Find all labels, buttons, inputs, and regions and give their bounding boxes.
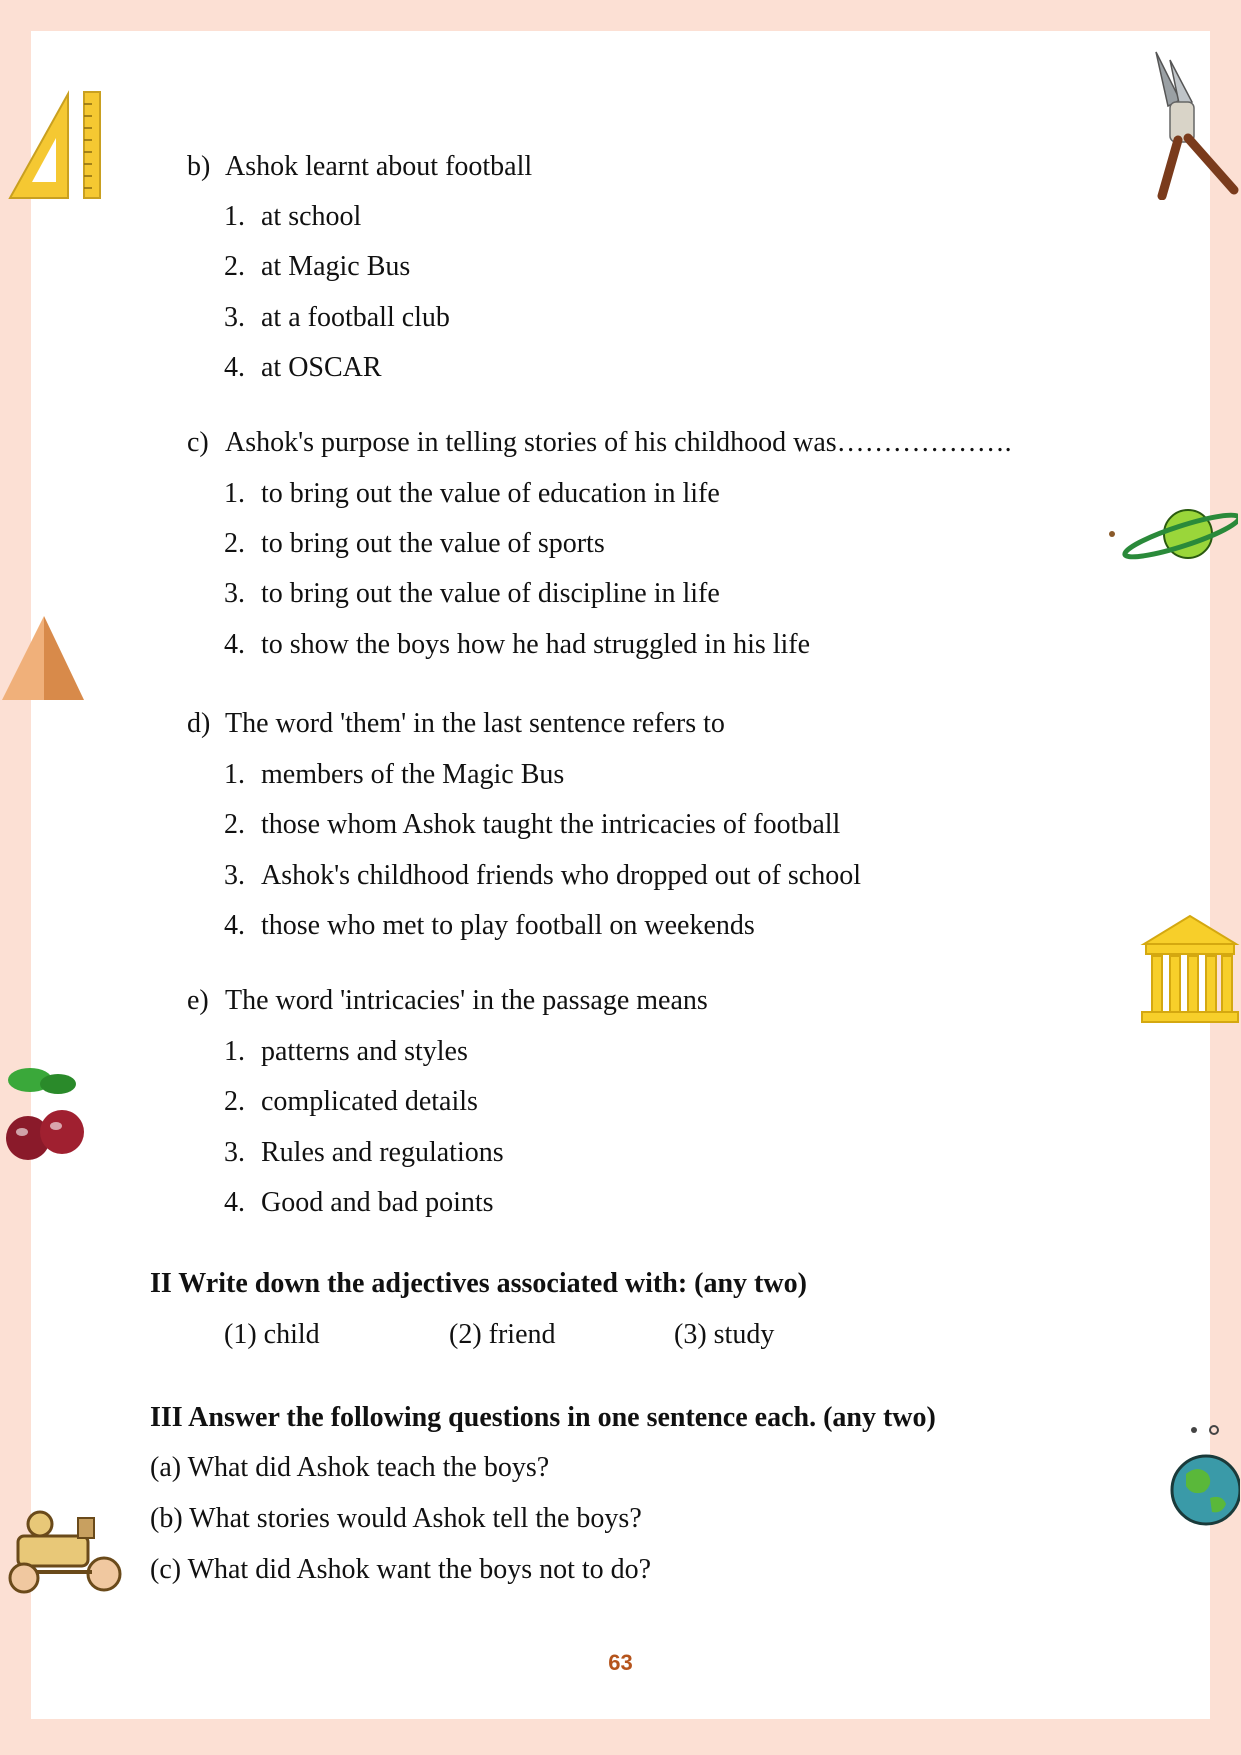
page-number: 63 (608, 1650, 633, 1675)
cherries-icon (4, 1062, 88, 1170)
section-3-heading: III Answer the following questions in one sentence each. (any two) (150, 1402, 936, 1433)
planet-icon (1108, 498, 1238, 568)
option-b-3: 3. at a football club (224, 302, 450, 333)
question-e-text: The word 'intricacies' in the passage means (225, 985, 708, 1016)
option-c-3: 3. to bring out the value of discipline in life (224, 578, 720, 609)
option-b-4: 4. at OSCAR (224, 352, 382, 383)
option-c-1: 1. to bring out the value of education in life (224, 478, 720, 509)
option-e-3: 3. Rules and regulations (224, 1137, 504, 1168)
option-d-4: 4. those who met to play football on weekends (224, 910, 755, 941)
section-2-heading: II Write down the adjectives associated with: (any two) (150, 1268, 807, 1299)
question-d-text: The word 'them' in the last sentence refers to (225, 708, 725, 739)
option-d-2: 2. those whom Ashok taught the intricacies of football (224, 809, 841, 840)
short-question-a: (a) What did Ashok teach the boys? (150, 1452, 550, 1483)
globe-icon (1164, 1424, 1240, 1528)
ruler-set-square-icon (6, 90, 102, 202)
option-c-2: 2. to bring out the value of sports (224, 528, 605, 559)
hedge-shears-icon (1150, 50, 1240, 200)
question-b-text: Ashok learnt about football (225, 151, 533, 182)
question-c: c) Ashok's purpose in telling stories of his childhood was………………. (187, 427, 1012, 458)
pyramid-icon (0, 612, 86, 704)
adjective-item-3: (3) study (674, 1319, 775, 1350)
short-question-b: (b) What stories would Ashok tell the boys? (150, 1503, 642, 1534)
option-c-4: 4. to show the boys how he had struggled in his life (224, 629, 811, 660)
option-e-2: 2. complicated details (224, 1086, 478, 1117)
robot-toy-icon (0, 1506, 126, 1602)
question-e: e) The word 'intricacies' in the passage means (187, 985, 708, 1016)
short-question-c: (c) What did Ashok want the boys not to do? (150, 1554, 652, 1585)
option-e-1: 1. patterns and styles (224, 1036, 468, 1067)
question-b: b) Ashok learnt about football (187, 151, 533, 182)
option-b-2: 2. at Magic Bus (224, 251, 411, 282)
option-d-1: 1. members of the Magic Bus (224, 759, 565, 790)
adjective-item-1: (1) child (224, 1319, 320, 1350)
option-e-4: 4. Good and bad points (224, 1187, 494, 1218)
temple-icon (1140, 914, 1240, 1026)
option-b-1: 1. at school (224, 201, 362, 232)
question-c-text: Ashok's purpose in telling stories of his childhood was………………. (225, 427, 1012, 458)
option-d-3: 3. Ashok's childhood friends who dropped out of school (224, 860, 861, 891)
adjective-item-2: (2) friend (449, 1319, 556, 1350)
question-d: d) The word 'them' in the last sentence refers to (187, 708, 725, 739)
